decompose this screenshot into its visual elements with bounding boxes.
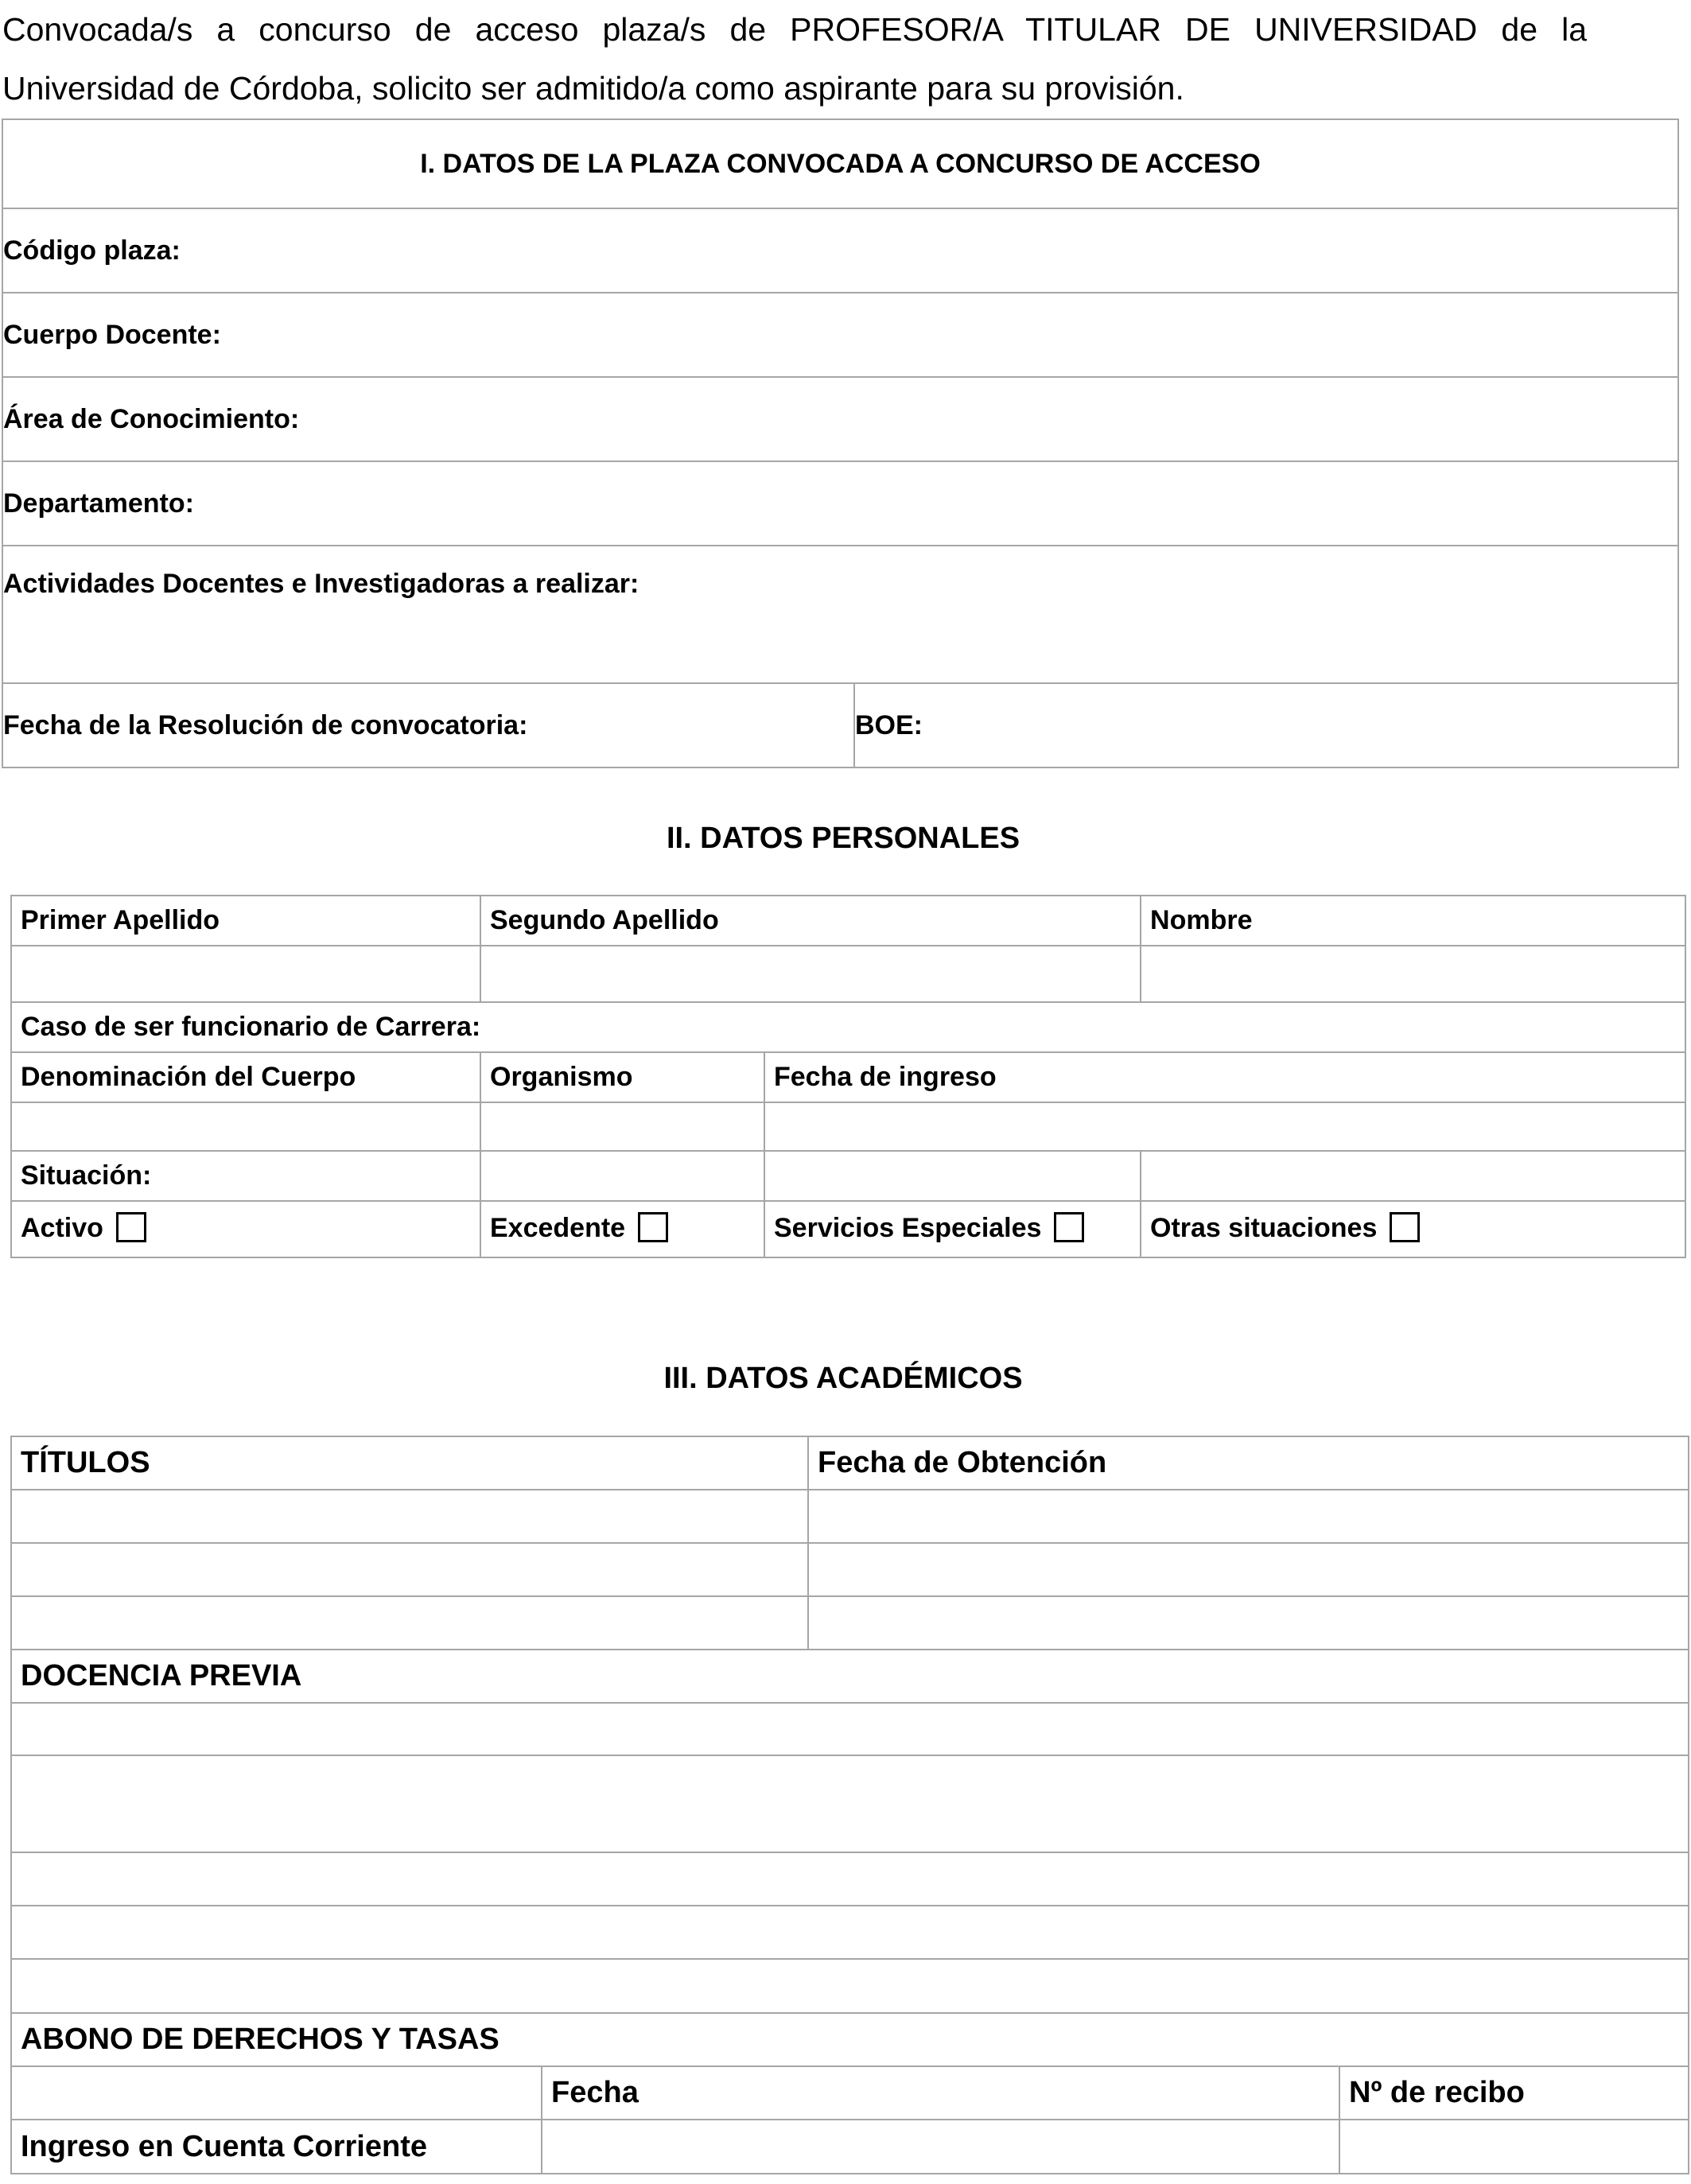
section3-title: III. DATOS ACADÉMICOS xyxy=(663,1362,1023,1395)
docencia-previa-input[interactable] xyxy=(11,1906,1689,1959)
fecha-ingreso-label: Fecha de ingreso xyxy=(764,1052,1685,1102)
abono-blank xyxy=(11,2066,542,2120)
codigo-plaza-field[interactable]: Código plaza: xyxy=(2,208,1678,293)
otras-option xyxy=(1141,1201,1685,1257)
servicios-option xyxy=(764,1201,1141,1257)
segundo-apellido-input[interactable] xyxy=(480,946,1141,1002)
nombre-input[interactable] xyxy=(1141,946,1685,1002)
num-recibo-input[interactable] xyxy=(1339,2120,1689,2174)
fecha-resolucion-field[interactable]: Fecha de la Resolución de convocatoria: xyxy=(2,683,854,768)
fecha-label: Fecha xyxy=(542,2066,1339,2120)
num-recibo-label: Nº de recibo xyxy=(1339,2066,1689,2120)
denominacion-label: Denominación del Cuerpo xyxy=(11,1052,480,1102)
otras-label: Otras situaciones xyxy=(1150,1213,1378,1244)
cuerpo-docente-field[interactable]: Cuerpo Docente: xyxy=(2,293,1678,377)
denominacion-input[interactable] xyxy=(11,1102,480,1151)
segundo-apellido-label: Segundo Apellido xyxy=(480,896,1141,946)
docencia-previa-input[interactable] xyxy=(11,1703,1689,1755)
activo-option xyxy=(11,1201,480,1257)
situacion-label: Situación: xyxy=(11,1151,480,1201)
servicios-checkbox[interactable] xyxy=(1054,1212,1084,1242)
fecha-ingreso-input[interactable] xyxy=(764,1102,1685,1151)
organismo-input[interactable] xyxy=(480,1102,764,1151)
intro-line-2: Universidad de Córdoba, solicito ser admitido/a como aspirante para su provisión. xyxy=(2,70,1184,107)
abono-label: ABONO DE DERECHOS Y TASAS xyxy=(11,2013,1689,2066)
fecha-obtencion-input[interactable] xyxy=(808,1490,1689,1543)
situacion-blank-1 xyxy=(480,1151,764,1201)
titulo-input[interactable] xyxy=(11,1490,808,1543)
otras-checkbox[interactable] xyxy=(1390,1212,1420,1242)
docencia-previa-input[interactable] xyxy=(11,1852,1689,1906)
funcionario-label: Caso de ser funcionario de Carrera: xyxy=(11,1002,1685,1052)
area-conocimiento-field[interactable]: Área de Conocimiento: xyxy=(2,377,1678,461)
situacion-blank-3 xyxy=(1141,1151,1685,1201)
section1-title: I. DATOS DE LA PLAZA CONVOCADA A CONCURSO DE ACCESO xyxy=(2,119,1678,208)
excedente-option xyxy=(480,1201,764,1257)
actividades-field[interactable]: Actividades Docentes e Investigadoras a realizar: xyxy=(2,546,1678,683)
situacion-blank-2 xyxy=(764,1151,1141,1201)
academic-data-table xyxy=(10,1436,1689,2174)
docencia-previa-input[interactable] xyxy=(11,1755,1689,1852)
activo-checkbox[interactable] xyxy=(116,1212,146,1242)
fecha-input[interactable] xyxy=(542,2120,1339,2174)
titulos-label: TÍTULOS xyxy=(11,1436,808,1490)
servicios-label: Servicios Especiales xyxy=(774,1213,1042,1244)
intro-paragraph xyxy=(2,0,1587,118)
personal-data-table xyxy=(10,895,1686,1258)
activo-label: Activo xyxy=(21,1213,103,1244)
organismo-label: Organismo xyxy=(480,1052,764,1102)
fecha-obtencion-input[interactable] xyxy=(808,1596,1689,1650)
docencia-previa-input[interactable] xyxy=(11,1959,1689,2013)
excedente-checkbox[interactable] xyxy=(638,1212,668,1242)
fecha-obtencion-label: Fecha de Obtención xyxy=(808,1436,1689,1490)
primer-apellido-input[interactable] xyxy=(11,946,480,1002)
intro-line-1: Convocada/s a concurso de acceso plaza/s de PROFESOR/A TITULAR DE UNIVERSIDAD de la xyxy=(2,11,1587,48)
plaza-table xyxy=(2,119,1679,768)
departamento-field[interactable]: Departamento: xyxy=(2,461,1678,546)
section2-title: II. DATOS PERSONALES xyxy=(666,822,1020,855)
nombre-label: Nombre xyxy=(1141,896,1685,946)
excedente-label: Excedente xyxy=(490,1213,626,1244)
titulo-input[interactable] xyxy=(11,1596,808,1650)
docencia-previa-label: DOCENCIA PREVIA xyxy=(11,1650,1689,1703)
primer-apellido-label: Primer Apellido xyxy=(11,896,480,946)
fecha-obtencion-input[interactable] xyxy=(808,1543,1689,1596)
boe-field[interactable]: BOE: xyxy=(854,683,1678,768)
ingreso-label: Ingreso en Cuenta Corriente xyxy=(11,2120,542,2174)
titulo-input[interactable] xyxy=(11,1543,808,1596)
